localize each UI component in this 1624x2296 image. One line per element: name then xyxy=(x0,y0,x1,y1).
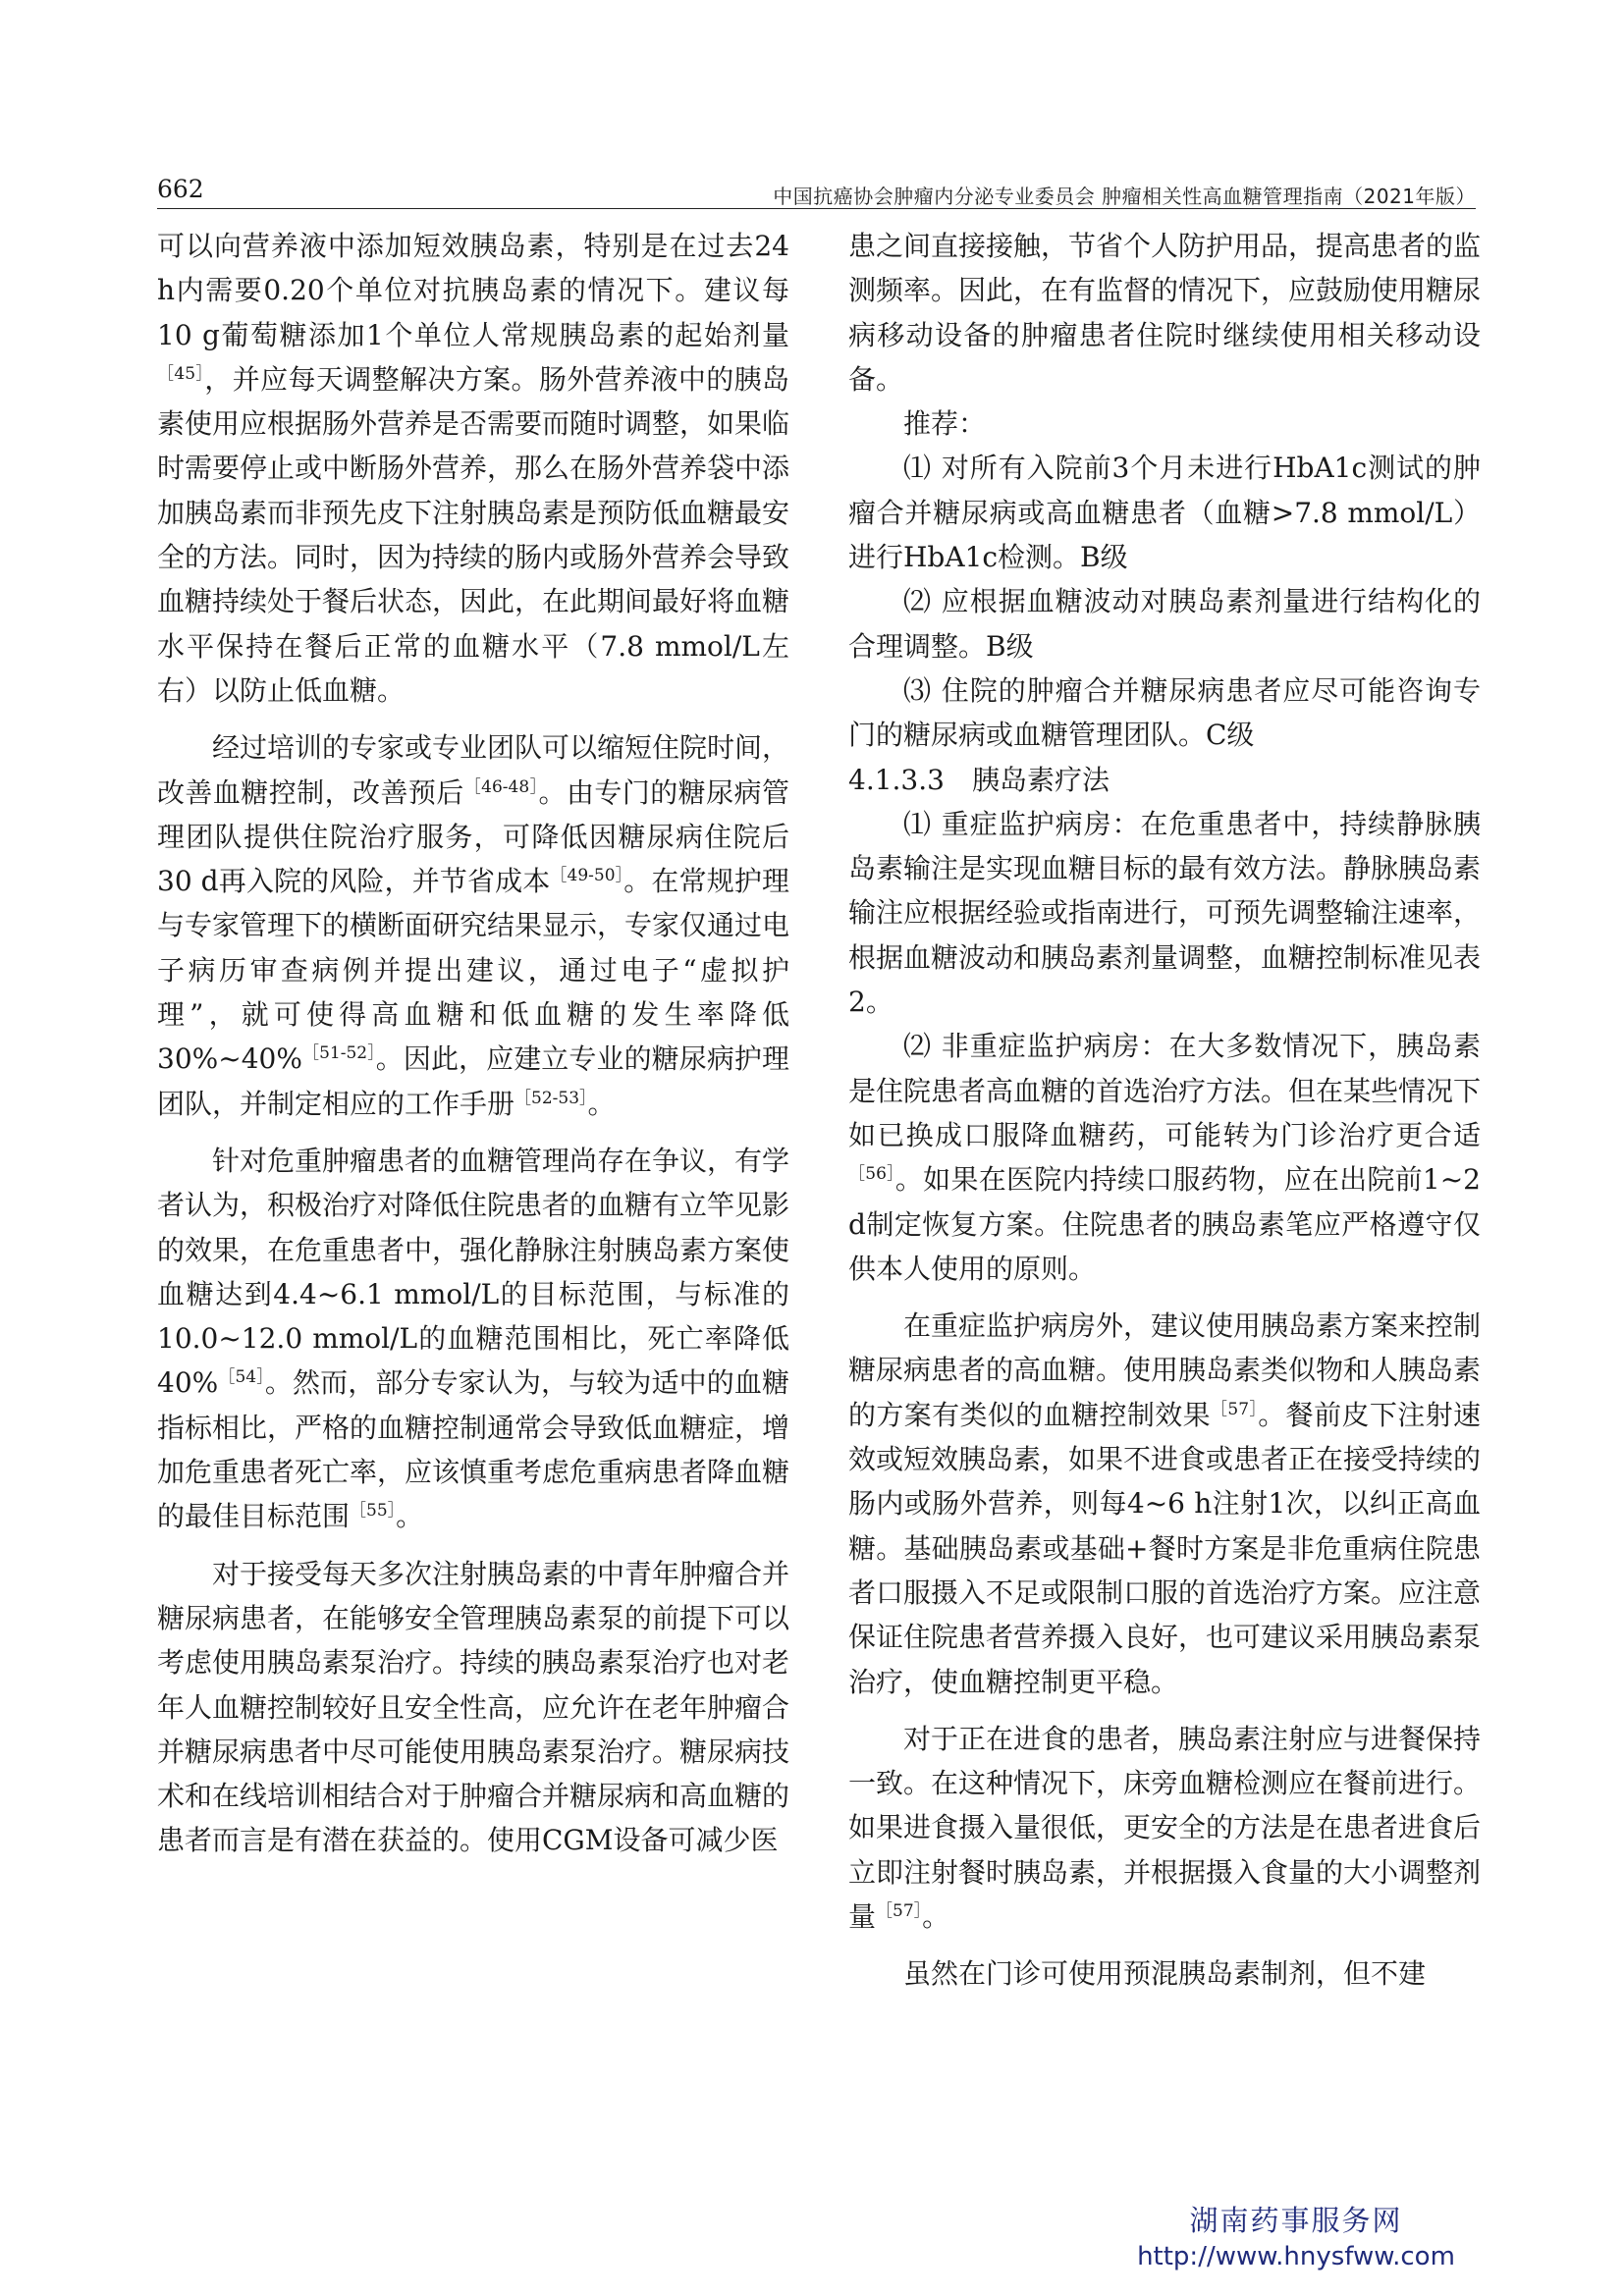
citation: ［46-48］ xyxy=(463,776,539,797)
citation: ［57］ xyxy=(1211,1399,1259,1419)
paragraph: 对于接受每天多次注射胰岛素的中青年肿瘤合并糖尿病患者，在能够安全管理胰岛素泵的前提下可以考虑使用胰岛素泵治疗。持续的胰岛素泵治疗也对老年人血糖控制较好且安全性高，应允许在老年肿瘤合并糖尿病患者中尽可能使用胰岛素泵治疗。糖尿病技术和在线培训相结合对于肿瘤合并糖尿病和高血糖的患者而言是有潜在获益的。使用CGM设备可减少医 xyxy=(157,1557,790,1857)
text: 。餐前皮下注射速效或短效胰岛素，如果不进食或患者正在接受持续的肠内或肠外营养，则每4~6 h注射1次，以纠正高血糖。基础胰岛素或基础+餐时方案是非危重病住院患者口服摄入不足或限制口服的首选治疗方案。应注意保证住院患者营养摄入良好，也可建议采用胰岛素泵治疗，使血糖控制更平稳。 xyxy=(848,1398,1482,1698)
paragraph xyxy=(848,1024,1481,1291)
text: 经过培训的专家或专业团队可以缩短住院时间，改善血糖控制，改善预后 xyxy=(157,731,790,809)
text: ⑵ 非重症监护病房：在大多数情况下，胰岛素是住院患者高血糖的首选治疗方法。但在某些情况下如已换成口服降血糖药，可能转为门诊治疗更合适 xyxy=(848,1030,1482,1151)
citation: ［51-52］ xyxy=(301,1043,376,1064)
watermark-footer xyxy=(1100,2201,1492,2273)
text: 对于正在进食的患者，胰岛素注射应与进餐保持一致。在这种情况下，床旁血糖检测应在餐前进行。如果进食摄入量很低，更安全的方法是在患者进食后立即注射餐时胰岛素，并根据摄入食量的大小调整剂量 xyxy=(848,1722,1482,1933)
text: 。 xyxy=(396,1500,424,1533)
paragraph: 虽然在门诊可使用预混胰岛素制剂，但不建 xyxy=(903,1957,1427,1991)
running-title: 中国抗癌协会肿瘤内分泌专业委员会 肿瘤相关性高血糖管理指南（2021年版） xyxy=(773,185,1476,208)
citation: ［56］ xyxy=(848,1164,895,1185)
paragraph xyxy=(157,1139,789,1539)
paragraph xyxy=(157,725,789,1126)
citation: ［49-50］ xyxy=(550,866,624,886)
citation: ［52-53］ xyxy=(514,1088,588,1108)
site-name: 湖南药事服务网 xyxy=(1189,2204,1403,2237)
recommendation-label: 推荐： xyxy=(903,407,987,441)
text: 针对危重肿瘤患者的血糖管理尚存在争议，有学者认为，积极治疗对降低住院患者的血糖有立竿见影的效果，在危重患者中，强化静脉注射胰岛素方案使血糖达到4.4~6.1 mmol/L的目标范围，与标准的10.0~12.0 mmol/L的血糖范围相比，死亡率降低40% xyxy=(157,1144,790,1400)
text: 可以向营养液中添加短效胰岛素，特别是在过去24 h内需要0.20个单位对抗胰岛素的情况下。建议每10 g葡萄糖添加1个单位人常规胰岛素的起始剂量 xyxy=(157,230,789,351)
text: 。在常规护理与专家管理下的横断面研究结果显示，专家仅通过电子病历审查病例并提出建议，通过电子“虚拟护理”，就可使得高血糖和低血糖的发生率降低30%~40% xyxy=(157,865,790,1076)
text: 。 xyxy=(922,1899,950,1933)
citation: ［55］ xyxy=(350,1501,397,1522)
citation: ［45］ xyxy=(157,363,205,384)
header-rule xyxy=(157,208,1476,209)
text: ，并应每天调整解决方案。肠外营养液中的胰岛素使用应根据肠外营养是否需要而随时调整，如果临时需要停止或中断肠外营养，那么在肠外营养袋中添加胰岛素而非预先皮下注射胰岛素是预防低血糖最安全的方法。同时，因为持续的肠内或肠外营养会导致血糖持续处于餐后状态，因此，在此期间最好将血糖水平保持在餐后正常的血糖水平（7.8 mmol/L左右）以防止低血糖。 xyxy=(157,362,790,707)
text: 。然而，部分专家认为，与较为适中的血糖指标相比，严格的血糖控制通常会导致低血糖症，增加危重患者死亡率，应该慎重考虑危重病患者降血糖的最佳目标范围 xyxy=(157,1366,790,1533)
site-url[interactable]: http://www.hnysfww.com xyxy=(1137,2242,1455,2271)
text: 。如果在医院内持续口服药物，应在出院前1~2 d制定恢复方案。住院患者的胰岛素笔应严格遵守仅供本人使用的原则。 xyxy=(848,1163,1481,1285)
paragraph xyxy=(157,224,789,713)
paragraph xyxy=(848,1304,1481,1704)
left-column xyxy=(157,224,789,1863)
paragraph xyxy=(848,1717,1481,1939)
citation: ［54］ xyxy=(218,1367,265,1388)
text: 在重症监护病房外，建议使用胰岛素方案来控制糖尿病患者的高血糖。使用胰岛素类似物和人胰岛素的方案有类似的血糖控制效果 xyxy=(848,1309,1482,1431)
right-column xyxy=(848,224,1481,1997)
recommendation-item: ⑴ 对所有入院前3个月未进行HbA1c测试的肿瘤合并糖尿病或高血糖患者（血糖>7.8 mmol/L）进行HbA1c检测。B级 xyxy=(848,452,1481,574)
text: 。 xyxy=(587,1087,616,1120)
page-number: 662 xyxy=(157,175,204,203)
section-heading: 4.1.3.3 胰岛素疗法 xyxy=(848,763,1110,796)
citation: ［57］ xyxy=(876,1900,923,1921)
text: 。由专门的糖尿病管理团队提供住院治疗服务，可降低因糖尿病住院后30 d再入院的风险，并节省成本 xyxy=(157,775,789,898)
paragraph: ⑴ 重症监护病房：在危重患者中，持续静脉胰岛素输注是实现血糖目标的最有效方法。静脉胰岛素输注应根据经验或指南进行，可预先调整输注速率，根据血糖波动和胰岛素剂量调整，血糖控制标准见表2。 xyxy=(848,807,1482,1019)
page-header xyxy=(157,169,1476,208)
recommendation-item: ⑵ 应根据血糖波动对胰岛素剂量进行结构化的合理调整。B级 xyxy=(848,585,1481,663)
paragraph: 患之间直接接触，节省个人防护用品，提高患者的监测频率。因此，在有监督的情况下，应鼓励使用糖尿病移动设备的肿瘤患者住院时继续使用相关移动设备。 xyxy=(848,230,1482,396)
text: 。因此，应建立专业的糖尿病护理团队，并制定相应的工作手册 xyxy=(157,1042,789,1120)
recommendation-item: ⑶ 住院的肿瘤合并糖尿病患者应尽可能咨询专门的糖尿病或血糖管理团队。C级 xyxy=(848,673,1481,752)
